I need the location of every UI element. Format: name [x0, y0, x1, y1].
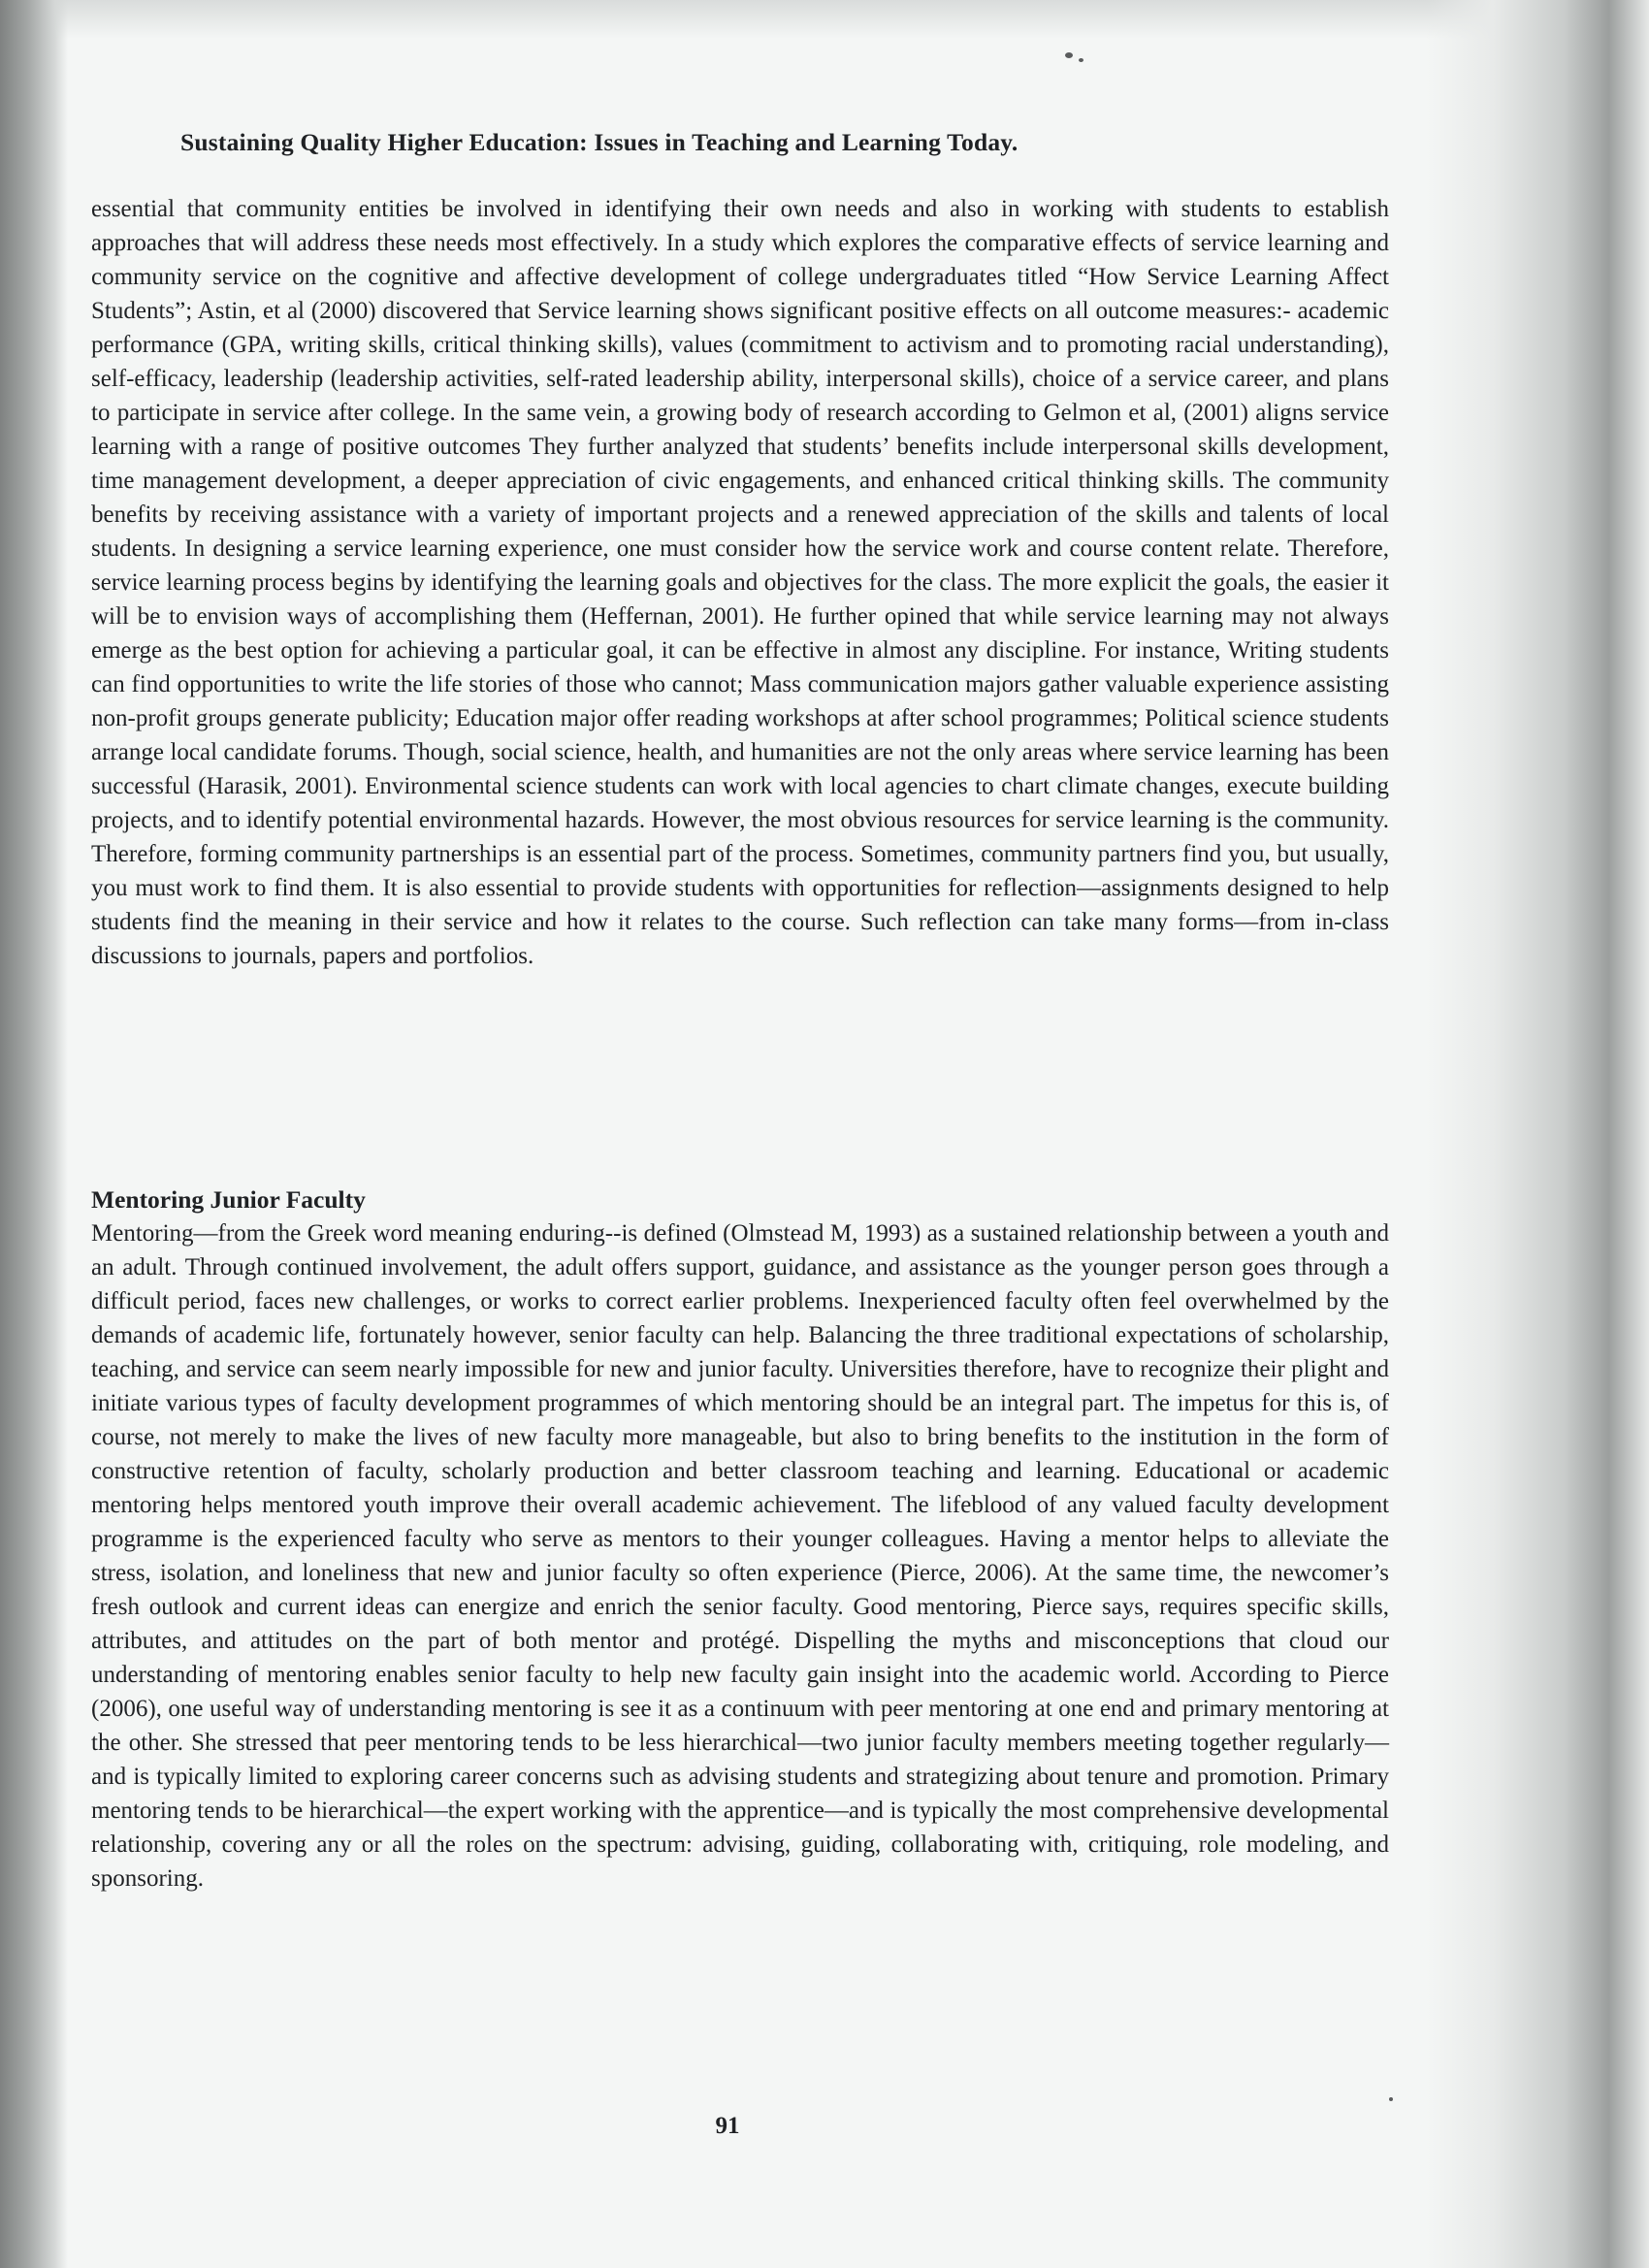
section-heading-mentoring: Mentoring Junior Faculty — [91, 1185, 366, 1214]
running-header: Sustaining Quality Higher Education: Issues in Teaching and Learning Today. — [180, 128, 1018, 156]
scan-shadow-top — [0, 0, 1649, 39]
body-paragraph-service-learning: essential that community entities be involved in identifying their own needs and also in working with students to establish approaches that will address these needs most effectively. In a study which explores the comparative effects of service learning and community service on the cognitive and affective development of college undergraduates titled “How Service Learning Affect Students”; Astin, et al (2000) discovered that Service learning shows significant positive effects on all outcome measures:- academic performance (GPA, writing skills, critical thinking skills), values (commitment to activism and to promoting racial understanding), self-efficacy, leadership (leadership activities, self-rated leadership ability, interpersonal skills), choice of a service career, and plans to participate in service after college. In the same vein, a growing body of research according to Gelmon et al, (2001) aligns service learning with a range of positive outcomes They further analyzed that students’ benefits include interpersonal skills development, time management development, a deeper appreciation of civic engagements, and enhanced critical thinking skills. The community benefits by receiving assistance with a variety of important projects and a renewed appreciation of the skills and talents of local students. In designing a service learning experience, one must consider how the service work and course content relate. Therefore, service learning process begins by identifying the learning goals and objectives for the class. The more explicit the goals, the easier it will be to envision ways of accomplishing them (Heffernan, 2001). He further opined that while service learning may not always emerge as the best option for achieving a particular goal, it can be effective in almost any discipline. For instance, Writing students can find opportunities to write the life stories of those who cannot; Mass communication majors gather valuable experience assisting non-profit groups generate publicity; Education major offer reading workshops at after school programmes; Political science students arrange local candidate forums. Though, social science, health, and humanities are not the only areas where service learning has been successful (Harasik, 2001). Environmental science students can work with local agencies to chart climate changes, execute building projects, and to identify potential environmental hazards. However, the most obvious resources for service learning is the community. Therefore, forming community partnerships is an essential part of the process. Sometimes, community partners find you, but usually, you must work to find them. It is also essential to provide students with opportunities for reflection—assignments designed to help students find the meaning in their service and how it relates to the course. Such reflection can take many forms—from in-class discussions to journals, papers and portfolios. — [91, 196, 1389, 969]
scan-speck — [1079, 58, 1083, 62]
scan-speck — [1065, 52, 1073, 58]
scan-speck — [1389, 2097, 1393, 2101]
scan-shadow-left — [0, 0, 68, 2268]
page-number: 91 — [715, 2113, 740, 2139]
body-paragraph-mentoring: Mentoring—from the Greek word meaning enduring--is defined (Olmstead M, 1993) as a sustained relationship between a youth and an adult. Through continued involvement, the adult offers support, guidance, and assistance as the younger person goes through a difficult period, faces new challenges, or works to correct earlier problems. Inexperienced faculty often feel overwhelmed by the demands of academic life, fortunately however, senior faculty can help. Balancing the three traditional expectations of scholarship, teaching, and service can seem nearly impossible for new and junior faculty. Universities therefore, have to recognize their plight and initiate various types of faculty development programmes of which mentoring should be an integral part. The impetus for this is, of course, not merely to make the lives of new faculty more manageable, but also to bring benefits to the institution in the form of constructive retention of faculty, scholarly production and better classroom teaching and learning. Educational or academic mentoring helps mentored youth improve their overall academic achievement. The lifeblood of any valued faculty development programme is the experienced faculty who serve as mentors to their younger colleagues. Having a mentor helps to alleviate the stress, isolation, and loneliness that new and junior faculty so often experience (Pierce, 2006). At the same time, the newcomer’s fresh outlook and current ideas can energize and enrich the senior faculty. Good mentoring, Pierce says, requires specific skills, attributes, and attitudes on the part of both mentor and protégé. Dispelling the myths and misconceptions that cloud our understanding of mentoring enables senior faculty to help new faculty gain insight into the academic world. According to Pierce (2006), one useful way of understanding mentoring is see it as a continuum with peer mentoring at one end and primary mentoring at the other. She stressed that peer mentoring tends to be less hierarchical—two junior faculty members meeting together regularly—and is typically limited to exploring career concerns such as advising students and strategizing about tenure and promotion. Primary mentoring tends to be hierarchical—the expert working with the apprentice—and is typically the most comprehensive developmental relationship, covering any or all the roles on the spectrum: advising, guiding, collaborating with, critiquing, role modeling, and sponsoring. — [91, 1220, 1389, 1892]
scan-shadow-right — [1426, 0, 1649, 2268]
